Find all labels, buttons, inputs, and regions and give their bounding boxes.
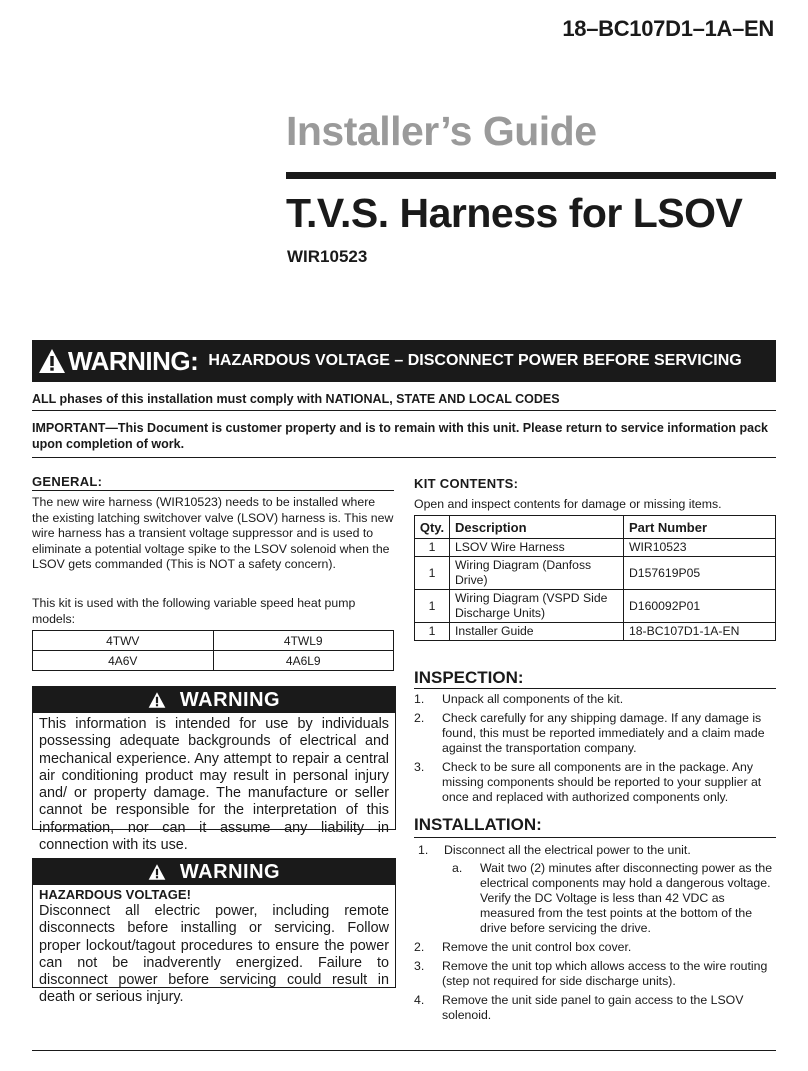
- column-header: Description: [450, 516, 624, 539]
- inspection-heading: INSPECTION:: [414, 668, 524, 687]
- installation-steps: [414, 843, 776, 1023]
- divider: [32, 457, 776, 458]
- model-cell: 4A6L9: [213, 651, 394, 671]
- warning-triangle-icon: [148, 691, 166, 709]
- divider: [414, 688, 776, 689]
- installation-heading: INSTALLATION:: [414, 815, 542, 834]
- footer-rule: [32, 1050, 776, 1051]
- list-item: [414, 711, 776, 756]
- list-item: [414, 959, 776, 989]
- step-number: a.: [452, 861, 463, 875]
- step-number: 3.: [414, 959, 425, 973]
- warning-triangle-icon: [148, 863, 166, 881]
- table-header-row: [415, 516, 776, 539]
- inspection-steps: [414, 692, 776, 805]
- step-number: 2.: [414, 711, 425, 725]
- description-cell: Wiring Diagram (VSPD Side Discharge Units): [450, 590, 624, 623]
- step-number: 3.: [414, 760, 425, 774]
- part-code: WIR10523: [287, 247, 368, 266]
- step-number: 4.: [414, 993, 425, 1007]
- description-cell: Wiring Diagram (Danfoss Drive): [450, 557, 624, 590]
- step-text: Remove the unit side panel to gain access to the LSOV solenoid.: [442, 993, 744, 1022]
- general-paragraph: The new wire harness (WIR10523) needs to be installed where the existing latching switchover valve (LSOV) harness is. This new wire harness has a transient voltage suppressor and is used to eliminate a potential voltage spike to the LSOV solenoid when the LSOV gets commanded (This is NOT a safety concern).: [32, 495, 394, 572]
- models-table: [32, 630, 394, 671]
- step-text: Unpack all components of the kit.: [442, 692, 624, 706]
- table-row: [33, 631, 394, 651]
- qty-cell: 1: [415, 557, 450, 590]
- warning-box-label: WARNING: [179, 860, 281, 883]
- comply-notice: ALL phases of this installation must comply with NATIONAL, STATE AND LOCAL CODES: [32, 392, 560, 406]
- table-row: [415, 590, 776, 623]
- part-number-cell: 18-BC107D1-1A-EN: [624, 623, 776, 641]
- table-row: [415, 539, 776, 557]
- list-item: [414, 993, 776, 1023]
- divider: [32, 410, 776, 411]
- model-cell: 4TWL9: [213, 631, 394, 651]
- important-notice: IMPORTANT—This Document is customer property and is to remain with this unit. Please return to service information pack upon completion of work.: [32, 421, 769, 451]
- warning-triangle-icon: [38, 347, 66, 375]
- step-number: 2.: [414, 940, 425, 954]
- step-text: Disconnect all the electrical power to the unit.: [444, 843, 691, 857]
- table-row: [415, 557, 776, 590]
- kit-contents-table: [414, 515, 776, 641]
- column-header: Part Number: [624, 516, 776, 539]
- guide-title: Installer’s Guide: [286, 108, 597, 154]
- step-text: Check carefully for any shipping damage. If any damage is found, this must be reported immediately and a claim made against the transportation company.: [442, 711, 765, 755]
- warning-box-content: [33, 885, 395, 1007]
- list-item: [414, 692, 776, 707]
- warning-box-text: This information is intended for use by individuals possessing adequate backgrounds of electrical and mechanical experience. Any attempt to repair a central air conditioning product may result in personal injury and/ or property damage. The manufacture or seller cannot be responsible for the interpretation of this information, nor can it assume any liability in connection with its use.: [39, 716, 389, 854]
- part-number-cell: D160092P01: [624, 590, 776, 623]
- model-cell: 4TWV: [33, 631, 214, 651]
- part-number-cell: WIR10523: [624, 539, 776, 557]
- qty-cell: 1: [415, 623, 450, 641]
- qty-cell: 1: [415, 590, 450, 623]
- step-text: Remove the unit top which allows access to the wire routing (step not required for side discharge units).: [442, 959, 768, 988]
- title-rule: [286, 172, 776, 179]
- list-item: [414, 861, 776, 936]
- qty-cell: 1: [415, 539, 450, 557]
- step-text: Remove the unit control box cover.: [442, 940, 632, 954]
- table-row: [33, 651, 394, 671]
- kit-contents-heading: KIT CONTENTS:: [414, 476, 519, 491]
- step-text: Wait two (2) minutes after disconnecting power as the electrical components may hold a dangerous voltage. Verify the DC Voltage is less than 42 VDC as measured from the test points at the bottom of the drive before servicing the drive.: [480, 861, 773, 935]
- general-heading: GENERAL:: [32, 474, 103, 489]
- warning-banner-label: WARNING:: [68, 345, 199, 376]
- step-text: Check to be sure all components are in the package. Any missing components should be reported to your supplier at once and replaced with authorized components only.: [442, 760, 762, 804]
- warning-box-header: [33, 687, 395, 713]
- product-title: T.V.S. Harness for LSOV: [286, 190, 743, 236]
- warning-banner: [32, 340, 776, 382]
- description-cell: Installer Guide: [450, 623, 624, 641]
- warning-box-label: WARNING: [179, 688, 281, 711]
- model-cell: 4A6V: [33, 651, 214, 671]
- warning-box-subheading: HAZARDOUS VOLTAGE!: [39, 887, 191, 902]
- column-header: Qty.: [415, 516, 450, 539]
- list-item: [414, 843, 776, 858]
- step-number: 1.: [418, 843, 429, 857]
- warning-box-hazardous-voltage: [32, 858, 396, 1006]
- step-number: 1.: [414, 692, 425, 706]
- divider: [32, 490, 394, 491]
- part-number-cell: D157619P05: [624, 557, 776, 590]
- list-item: [414, 760, 776, 805]
- description-cell: LSOV Wire Harness: [450, 539, 624, 557]
- warning-box-text: Disconnect all electric power, including remote disconnects before installing or servicing. Follow proper lockout/tagout procedures to ensure the power can not be inadverently energized. Failure to disconnect power before servicing could result in death or serious injury.: [39, 903, 389, 1006]
- warning-box-qualified: [32, 686, 396, 854]
- divider: [414, 837, 776, 838]
- warning-box-header: [33, 859, 395, 885]
- warning-banner-text: HAZARDOUS VOLTAGE – DISCONNECT POWER BEFORE SERVICING: [208, 352, 742, 369]
- kit-contents-intro: Open and inspect contents for damage or missing items.: [414, 497, 722, 511]
- document-number: 18–BC107D1–1A–EN: [562, 16, 774, 41]
- table-row: [415, 623, 776, 641]
- models-intro: This kit is used with the following variable speed heat pump models:: [32, 596, 356, 626]
- list-item: [414, 940, 776, 955]
